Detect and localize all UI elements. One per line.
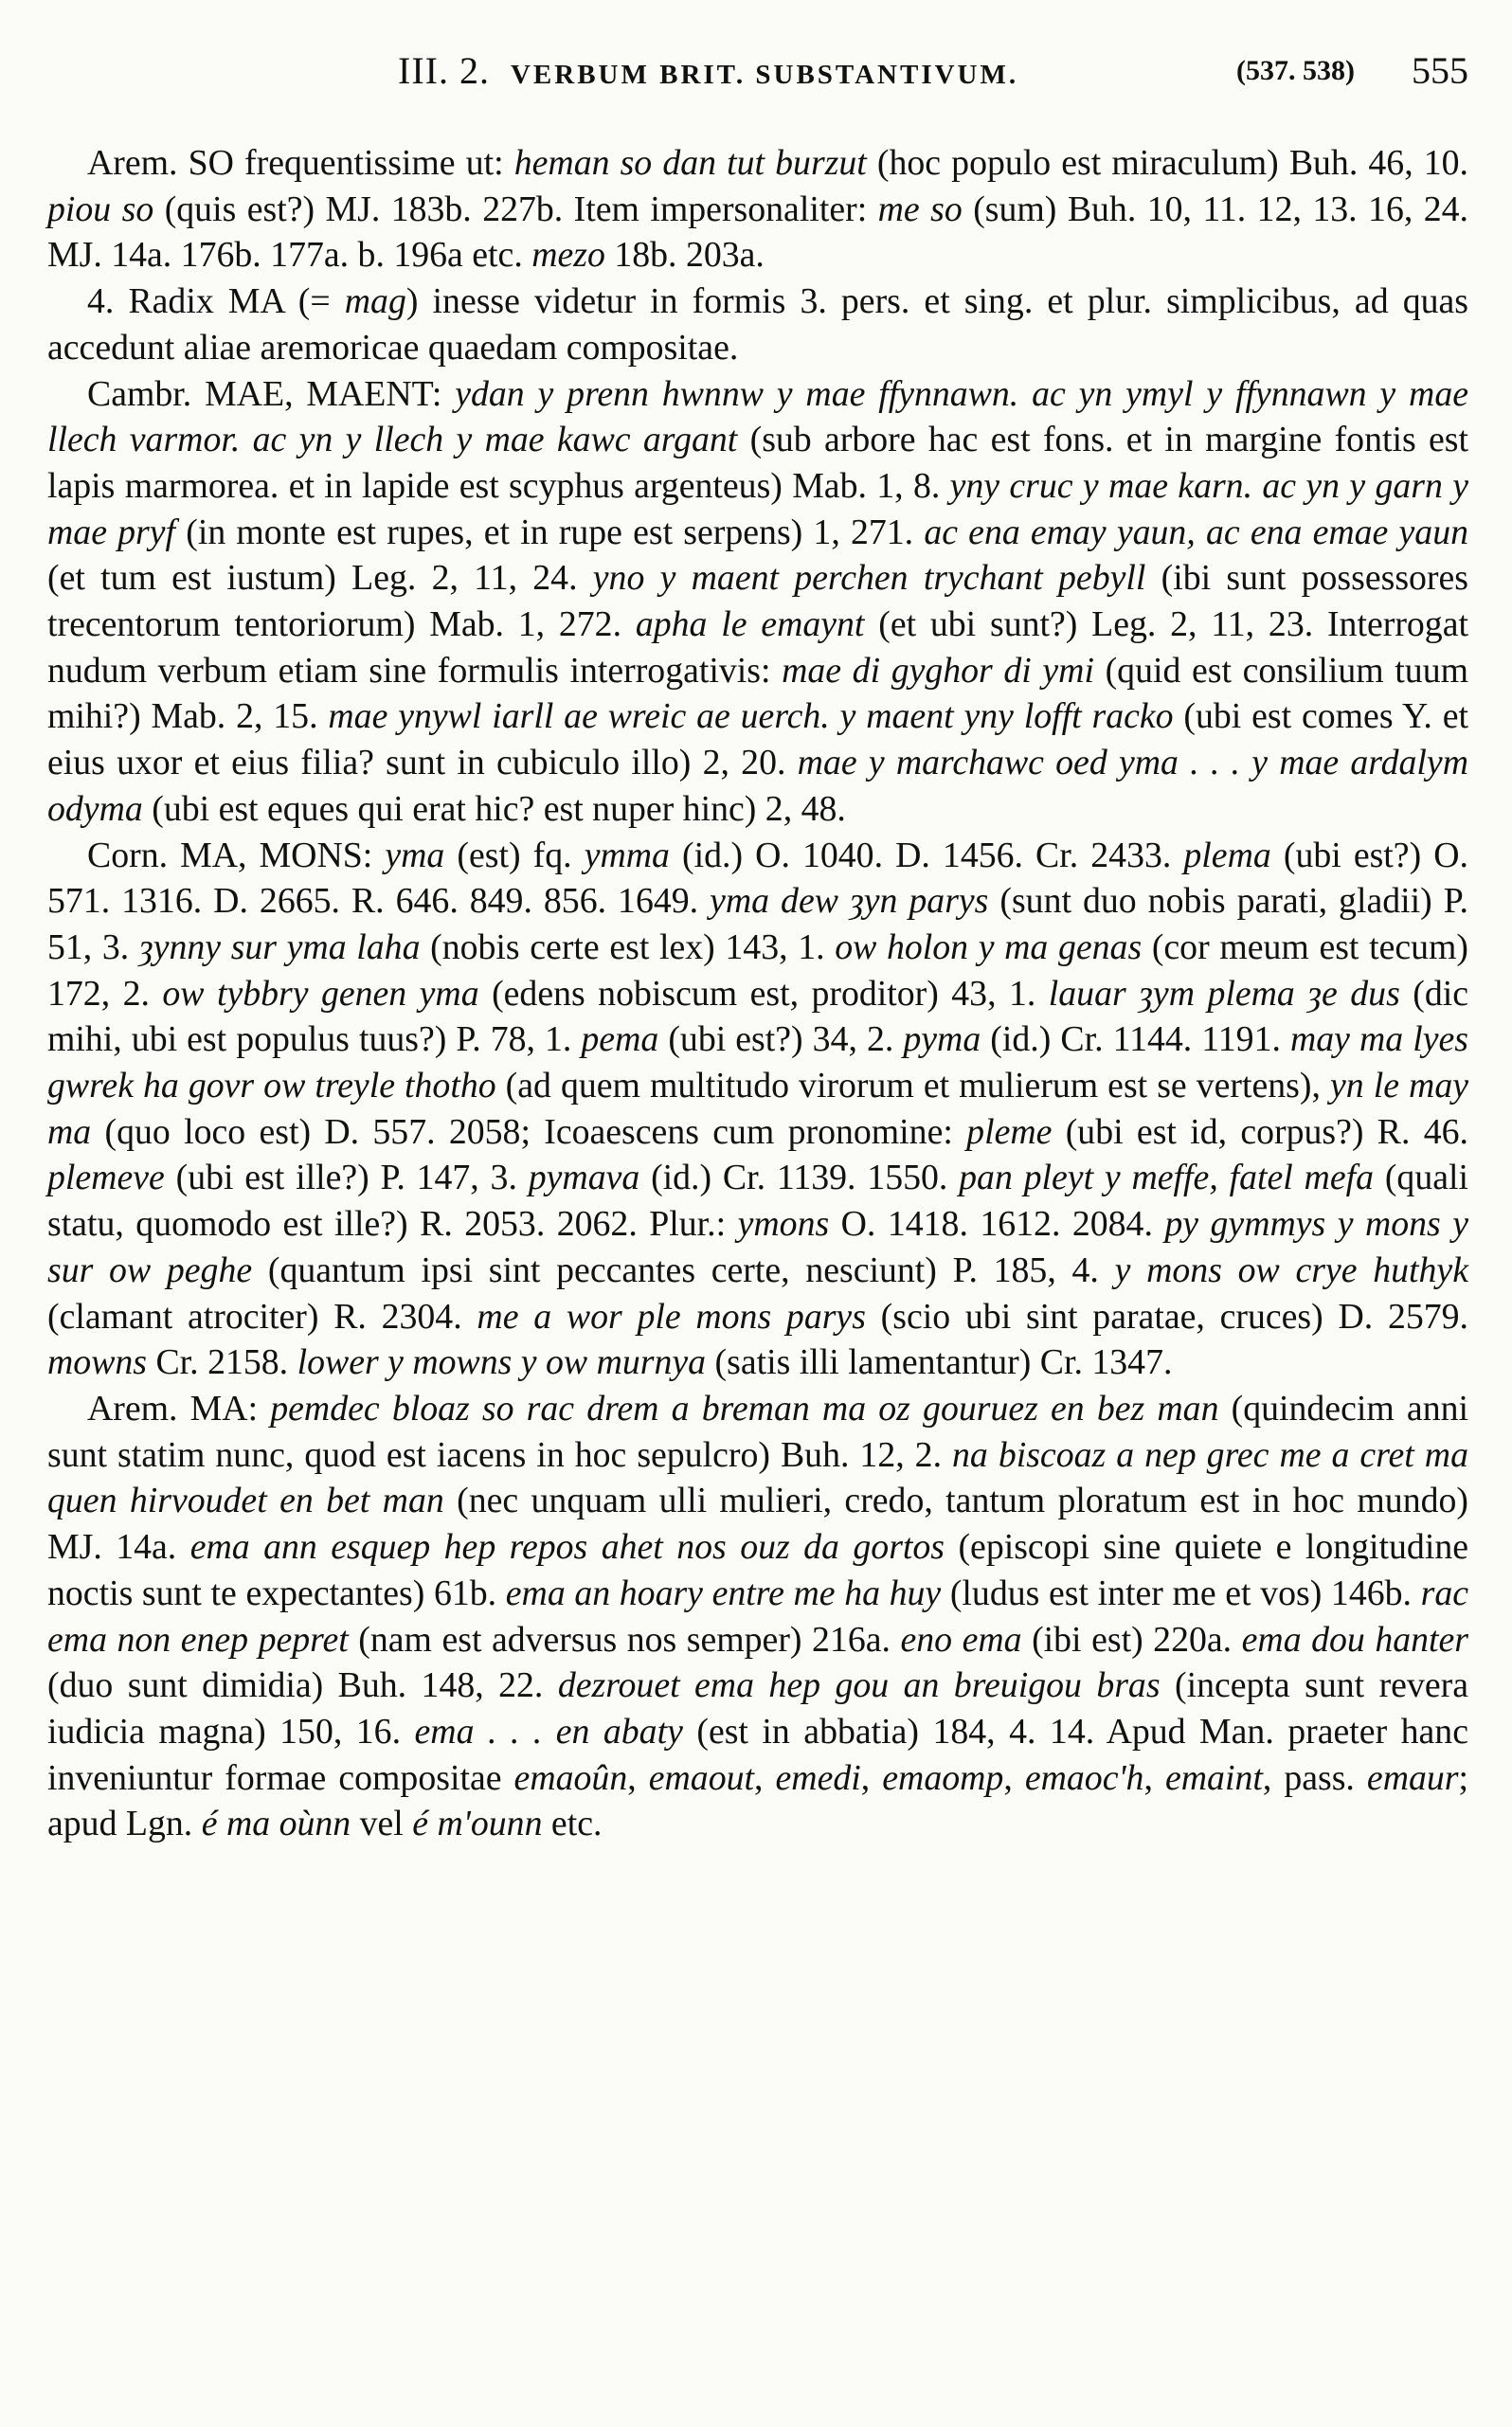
italic-run: mae di gyghor di ymi — [782, 650, 1094, 691]
running-head-smallcaps: VERBUM BRIT. SUBSTANTIVUM. — [510, 60, 1019, 90]
italic-run: plema — [1183, 835, 1271, 875]
text-run: (est) fq. — [444, 835, 585, 875]
italic-run: ema ann esquep hep repos ahet nos ouz da gortos — [189, 1527, 945, 1568]
text-run: (ubi est?) 34, 2. — [658, 1019, 904, 1060]
italic-run: yn le may ma — [47, 1066, 1468, 1152]
italic-run: emaoc'h — [1024, 1757, 1144, 1798]
italic-run: mae y marchawc oed yma . . . y mae ardalym odyma — [47, 743, 1468, 829]
italic-run: mezo — [531, 235, 605, 276]
text-run: (et ubi sunt?) Leg. 2, 11, 23. Interrogat nudum verbum etiam sine formulis interrogativis: — [47, 604, 1468, 691]
italic-run: ydan y prenn hwnnw y mae ffynnawn. ac yn ymyl y ffynnawn y mae llech varmor. ac yn y llech y mae kawc argant — [47, 373, 1469, 460]
text-run: (quid est consilium tuum mihi?) Mab. 2, 15. — [47, 650, 1468, 737]
paragraph-arem-so — [47, 140, 1468, 279]
text-run: vel — [351, 1804, 413, 1844]
text-run: , — [754, 1757, 776, 1798]
italic-run: emaint — [1164, 1757, 1263, 1798]
text-run: (ubi est ille?) P. 147, 3. — [164, 1158, 529, 1198]
text-run: ; apud Lgn. — [47, 1757, 1469, 1844]
italic-run: lower y mowns y ow murnya — [297, 1342, 707, 1383]
italic-run: ow holon y ma genas — [835, 926, 1143, 967]
text-run: (dic mihi, ubi est populus tuus?) P. 78, 1. — [47, 973, 1468, 1060]
italic-run: ac ena emay yaun, ac ena emae yaun — [924, 512, 1468, 552]
page — [47, 38, 1468, 1847]
italic-run: emedi — [775, 1757, 861, 1798]
running-head — [47, 38, 1468, 104]
text-run: (sum) Buh. 10, 11. 12, 13. 16, 24. MJ. 14a. 176b. 177a. b. 196a etc. — [47, 189, 1468, 276]
italic-run: pymava — [528, 1158, 640, 1198]
italic-run: yny cruc y mae karn. ac yn y garn y mae pryf — [47, 465, 1468, 552]
text-run: 18b. 203a. — [604, 235, 765, 276]
italic-run: pyma — [903, 1019, 981, 1060]
italic-run: plemeve — [47, 1158, 165, 1198]
text-run: , — [627, 1757, 649, 1798]
text-run: Arem. MA: — [87, 1388, 271, 1429]
text-run: Cr. 2158. — [147, 1342, 297, 1383]
text-run: (et tum est iustum) Leg. 2, 11, 24. — [47, 558, 593, 599]
italic-run: na biscoaz a nep grec me a cret ma quen hirvoudet en bet man — [47, 1434, 1468, 1521]
italic-run: eno ema — [900, 1619, 1022, 1660]
text-run: (quantum ipsi sint peccantes certe, nesciunt) P. 185, 4. — [252, 1249, 1115, 1290]
text-run: Arem. SO frequentissime ut: — [87, 143, 514, 183]
italic-run: yno y maent perchen trychant pebyll — [592, 558, 1146, 599]
text-run: (duo sunt dimidia) Buh. 148, 22. — [47, 1665, 558, 1706]
italic-run: y mons ow crye huthyk — [1114, 1249, 1468, 1290]
text-run: ) inesse videtur in formis 3. pers. et sing. et plur. simplicibus, ad quas accedunt aliae aremoricae quaedam compositae. — [47, 281, 1468, 368]
italic-run: emaomp — [882, 1757, 1004, 1798]
text-run: (nobis certe est lex) 143, 1. — [420, 926, 836, 967]
italic-run: ema an hoary entre me ha huy — [505, 1573, 942, 1613]
text-run: (hoc populo est miraculum) Buh. 46, 10. — [866, 143, 1469, 183]
text-run: (id.) O. 1040. D. 1456. Cr. 2433. — [669, 835, 1184, 875]
text-run: (ad quem multitudo virorum et mulierum est se vertens), — [495, 1066, 1330, 1106]
text-run: Cambr. MAE, MAENT: — [87, 373, 456, 414]
text-run: (incepta sunt revera iudicia magna) 150, 16. — [47, 1665, 1468, 1752]
text-run: (sunt duo nobis parati, gladii) P. 51, 3. — [47, 881, 1468, 967]
text-run: (ubi est comes Y. et eius uxor et eius filia? sunt in cubiculo illo) 2, 20. — [47, 696, 1468, 783]
text-run: (clamant atrociter) R. 2304. — [47, 1296, 477, 1337]
italic-run: rac ema non enep pepret — [47, 1573, 1468, 1660]
text-run: (ibi sunt possessores trecentorum tentoriorum) Mab. 1, 272. — [47, 558, 1469, 645]
running-head-roman: III. 2. — [398, 49, 490, 92]
text-run: (edens nobiscum est, proditor) 43, 1. — [478, 973, 1049, 1014]
italic-run: heman so dan tut burzut — [513, 143, 867, 183]
text-run: (nam est adversus nos semper) 216a. — [348, 1619, 901, 1660]
text-run: (ibi est) 220a. — [1021, 1619, 1242, 1660]
italic-run: py gymmys y mons y sur ow peghe — [47, 1204, 1469, 1290]
italic-run: mowns — [47, 1342, 148, 1383]
text-run: (scio ubi sint paratae, cruces) D. 2579. — [865, 1296, 1468, 1337]
italic-run: piou so — [47, 189, 154, 229]
text-run: O. 1418. 1612. 2084. — [829, 1204, 1165, 1245]
text-run: (quindecim anni sunt statim nunc, quod est iacens in hoc sepulcro) Buh. 12, 2. — [47, 1388, 1468, 1475]
text-run: (est in abbatia) 184, 4. 14. Apud Man. praeter hanc inveniuntur formae compositae — [47, 1711, 1468, 1798]
italic-run: é ma oùnn — [201, 1804, 351, 1844]
body-text — [47, 140, 1468, 1847]
italic-run: yma — [385, 835, 445, 875]
text-run: , — [860, 1757, 883, 1798]
italic-run: ow tybbry genen yma — [162, 973, 479, 1014]
italic-run: emaout — [648, 1757, 754, 1798]
text-run: , — [1143, 1757, 1165, 1798]
italic-run: emaur — [1366, 1757, 1459, 1798]
italic-run: me so — [877, 189, 963, 229]
text-run: (quis est?) MJ. 183b. 227b. Item impersonaliter: — [153, 189, 878, 229]
paragraph-radix-ma — [47, 279, 1468, 370]
running-head-title — [398, 38, 1018, 108]
text-run: (id.) Cr. 1139. 1550. — [639, 1158, 960, 1198]
paragraph-cambr — [47, 371, 1468, 833]
italic-run: pleme — [966, 1111, 1053, 1152]
page-number: 555 — [1412, 49, 1468, 92]
text-run: (ludus est inter me et vos) 146b. — [941, 1573, 1421, 1613]
italic-run: lauar ȝym plema ȝe dus — [1048, 973, 1400, 1014]
italic-run: pemdec bloaz so rac drem a breman ma oz gouruez en bez man — [270, 1388, 1219, 1429]
text-run: (quo loco est) D. 557. 2058; Icoaescens cum pronomine: — [91, 1111, 967, 1152]
italic-run: ema . . . en abaty — [414, 1711, 683, 1752]
text-run: (sub arbore hac est fons. et in margine fontis est lapis marmorea. et in lapide est scyphus argenteus) Mab. 1, 8. — [47, 420, 1468, 506]
italic-run: emaoûn — [513, 1757, 628, 1798]
text-run: (id.) Cr. 1144. 1191. — [981, 1019, 1290, 1060]
text-run: (quali statu, quomodo est ille?) R. 2053. 2062. Plur.: — [47, 1158, 1468, 1245]
paragraph-corn — [47, 833, 1468, 1386]
text-run: (satis illi lamentantur) Cr. 1347. — [706, 1342, 1173, 1383]
italic-run: ȝynny sur yma laha — [138, 926, 421, 967]
text-run: (nec unquam ulli mulieri, credo, tantum ploratum est in hoc mundo) MJ. 14a. — [47, 1481, 1468, 1568]
text-run: (ubi est id, corpus?) R. 46. — [1052, 1111, 1468, 1152]
italic-run: yma dew ȝyn parys — [710, 881, 989, 922]
italic-run: mag — [344, 281, 406, 322]
text-run: Corn. MA, MONS: — [87, 835, 386, 875]
text-run: (ubi est eques qui erat hic? est nuper hinc) 2, 48. — [142, 788, 846, 829]
text-run: (ubi est?) O. 571. 1316. D. 2665. R. 646. 849. 856. 1649. — [47, 835, 1468, 922]
italic-run: pan pleyt y meffe, fatel mefa — [959, 1158, 1375, 1198]
italic-run: pema — [581, 1019, 659, 1060]
italic-run: é m'ounn — [412, 1804, 543, 1844]
text-run: 4. Radix MA (= — [87, 281, 345, 322]
italic-run: mae ynywl iarll ae wreic ae uerch. y maent yny lofft racko — [328, 696, 1174, 737]
text-run: (episcopi sine quiete e longitudine noctis sunt te expectantes) 61b. — [47, 1527, 1468, 1613]
italic-run: ema dou hanter — [1241, 1619, 1469, 1660]
text-run: (in monte est rupes, et in rupe est serpens) 1, 271. — [175, 512, 925, 552]
text-run: (cor meum est tecum) 172, 2. — [47, 926, 1469, 1014]
italic-run: ymma — [584, 835, 670, 875]
text-run: etc. — [542, 1804, 603, 1844]
italic-run: ymons — [737, 1204, 830, 1245]
italic-run: apha le emaynt — [635, 604, 865, 645]
text-run: , pass. — [1262, 1757, 1367, 1798]
text-run: , — [1003, 1757, 1025, 1798]
running-head-columns: (537. 538) — [1236, 55, 1355, 86]
italic-run: dezrouet ema hep gou an breuigou bras — [557, 1665, 1161, 1706]
paragraph-arem-ma — [47, 1386, 1468, 1847]
italic-run: may ma lyes gwrek ha govr ow treyle thotho — [47, 1019, 1469, 1106]
italic-run: me a wor ple mons parys — [477, 1296, 866, 1337]
